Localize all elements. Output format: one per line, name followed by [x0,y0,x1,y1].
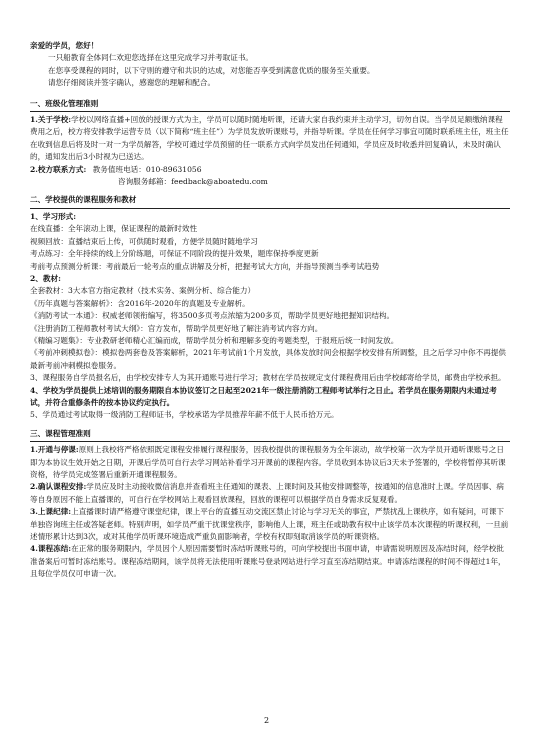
rule-text: 在正常的服务期限内，学员因个人原因需要暂时冻结听课账号的，可向学校提出书面申请，申请需说明原因及冻结时间，经学校批准备案后可暂时冻结账号。课程冻结期间，该学员将无法使用听课账号登录网站进行学习直至冻结期结束。申请冻结课程的时间不得超过1年，且每位学员仅可申请一次。 [30,544,506,579]
material-item: 《精编习题集》：专业教研老师精心汇编而成，帮助学员分析和理解多变的考题类型，于报班后统一时间发放。 [30,335,399,345]
document-body [30,40,510,581]
rule-paragraph [30,543,510,580]
service-item-3: 3、课程服务自学员报名后，由学校安排专人为其开通账号进行学习；教材在学员按规定支付课程费用后由学校邮寄给学员，邮费由学校承担。 [30,373,506,383]
school-paragraph [30,114,510,164]
learning-form-item: 在线直播：全年滚动上课，保证课程的最新时效性 [30,224,198,234]
page-number: 2 [263,716,270,725]
rule-text: 上直播课时请严格遵守课堂纪律，课上平台的直播互动交流区禁止讨论与学习无关的事宜，严禁扰乱上课秩序，如有疑问，可课下单独咨询班主任或答疑老师。特别声明，如学员严重干扰课堂秩序，影响他人上课，班主任或助教有权中止该学员本次课程的听课权利，一旦前述情形累计达到3次，或对其他学员听课环境造成严重负面影响者，学校有权即刻取消该学员的听课资格。 [30,507,509,542]
rule-text: 学员应及时主动接收微信消息并查看班主任通知的课表、上课时间及其他安排调整等，按通知的信息准时上课。学员因事、病等自身原因不能上直播课的，可自行在学校网站上观看回放课程，回放的课程可以根据学员自身需求反复观看。 [30,482,504,504]
materials-heading: 2、教材: [30,273,61,283]
material-item: 《注册消防工程师教材考试大纲》：官方发布，帮助学员更好地了解注消考试内容方向。 [30,323,323,333]
school-label: 1.关于学校: [30,115,72,125]
section-title-2: 二、学校提供的课程服务和教材 [30,195,137,205]
learning-form-heading: 1、学习形式: [30,211,77,221]
school-text: 学校以网络直播+回放的授课方式为主，学员可以随时随地听课，还请大家自我约束并主动学习，切勿自误。当学员足额缴纳课程费用之后，校方将安排教学运营专员（以下简称“班主任”）为学员发放听课账号，并指导听课。学员在任何学习事宜可随时联系班主任，班主任在收到信息后将及时一对一为学员解答，学校可通过学员预留的任一联系方式向学员发出任何通知，学员应及时收悉并回复确认，未及时确认的，通知发出后3小时视为已送达。 [30,115,509,162]
rule-label: 1.开通与停课: [30,445,79,455]
service-item-5: 5、学员通过考试取得一级消防工程师证书，学校承诺为学员推荐年薪不低于人民币拾万元。 [30,410,339,420]
rule-label: 2.确认课程安排: [30,482,87,492]
learning-form-item: 考点练习：全年持续的线上分阶练题，可保证不同阶段的提升效果，题库保持季度更新 [30,249,319,259]
section-title-3: 三、课程管理准则 [30,428,91,438]
intro-line: 一只船教育全体同仁欢迎您选择在这里完成学习并考取证书。 [48,53,254,63]
contact-email: 咨询服务邮箱：feedback@aboatedu.com [118,177,268,187]
learning-form-item: 视频回放：直播结束后上传，可供随时观看，方便学员随时随地学习 [30,236,258,246]
material-item: 《历年真题与答案解析》：含2016年-2020年的真题及专业解析。 [30,298,250,308]
service-item-4: 4、学校为学员提供上述培训的服务期限自本协议签订之日起至2021年一级注册消防工程师考试举行之日止。若学员在服务期限内未通过考试，并符合重修条件的按本协议约定执行。 [30,385,497,407]
rule-paragraph [30,481,510,506]
material-item: 《考前冲刺模拟卷》：模拟卷两套卷及答案解析，2021年考试前1个月发放，具体发放时间会根据学校安排有所调整，且之后学习中你不再提供最新考前冲刺模拟卷服务。 [30,348,506,370]
contact-label: 2.校方联系方式: [30,164,87,174]
rule-label: 3.上课纪律: [30,507,72,517]
material-item: 《消防考试一本通》：权威老师领衔编写，将3500多页考点浓缩为200多页，帮助学员更好地把握知识结构。 [30,311,395,321]
intro-line: 请您仔细阅读并签字确认，感谢您的理解和配合。 [48,78,216,88]
rule-label: 4.课程冻结: [30,544,72,554]
section-title-1: 一、班级化管理准则 [30,98,99,108]
contact-phone: 教务值班电话：010-89631056 [92,164,202,174]
rule-paragraph [30,444,510,481]
intro-line: 在您享受课程的同时，以下守则的遵守和共识的达成，对您能否享受到满意优质的服务至关重要。 [48,65,375,75]
rule-paragraph [30,506,510,543]
rule-text: 原则上我校将严格依照既定课程安排履行课程服务，因我校提供的课程服务为全年滚动，故学校第一次为学员开通听课账号之日即为本协议生效开始之日期，开课后学员可自行去学习网站补看学习开课前的课程内容。学员收到本协议后3天未予签署的，学校将暂停其听课资格，待学员完成签署后重新开通课程服务。 [30,445,506,479]
learning-form-item: 考前考点预测分析课：考前最后一轮考点的重点讲解及分析，把握考试大方向，并指导预测当季考试趋势 [30,261,380,271]
greeting: 亲爱的学员，您好！ [30,41,99,50]
section-divider [30,441,510,442]
section-divider [30,111,510,112]
material-item: 全套教材：3大本官方指定教材（技术实务、案例分析、综合能力） [30,286,256,296]
section-divider [30,208,510,209]
